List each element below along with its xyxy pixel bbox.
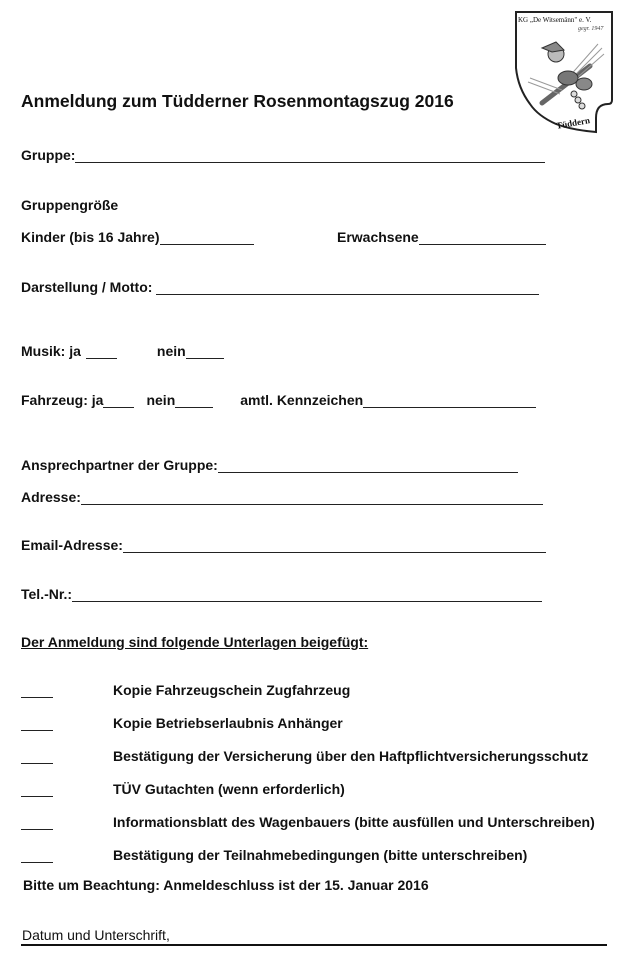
attachment-item: [21, 830, 595, 863]
tel-label: Tel.-Nr.:: [21, 586, 73, 602]
email-label: Email-Adresse:: [21, 537, 123, 553]
signature-line[interactable]: [21, 944, 607, 946]
fahrzeug-field: [21, 392, 536, 408]
attachment-item: [21, 797, 595, 830]
ansprechpartner-input-line[interactable]: [218, 458, 518, 473]
kennzeichen-input-line[interactable]: [363, 393, 536, 408]
musik-ja-input-line[interactable]: [86, 344, 117, 359]
attachment-item: [21, 731, 595, 764]
gruppengroesse-heading: Gruppengröße: [21, 197, 119, 213]
musik-field: [21, 343, 224, 359]
logo-club-name: KG „De Witsemänn" e. V.: [518, 16, 592, 24]
email-field: [21, 537, 546, 553]
gruppe-label: Gruppe:: [21, 147, 76, 163]
attachment-label: Bestätigung der Teilnahmebedingungen (bitte unterschreiben): [113, 847, 528, 863]
attachment-item: [21, 764, 595, 797]
fahrzeug-ja-input-line[interactable]: [103, 393, 134, 408]
club-logo: [512, 8, 616, 136]
adresse-field: [21, 489, 543, 505]
attachment-label: Informationsblatt des Wagenbauers (bitte ausfüllen und Unterschreiben): [113, 814, 595, 830]
erwachsene-input-line[interactable]: [419, 230, 546, 245]
adresse-label: Adresse:: [21, 489, 81, 505]
gruppe-input-line[interactable]: [75, 148, 545, 163]
signature-label: Datum und Unterschrift,: [22, 927, 170, 943]
attachments-heading: Der Anmeldung sind folgende Unterlagen beigefügt:: [21, 634, 369, 650]
kinder-label: Kinder (bis 16 Jahre): [21, 229, 160, 245]
tel-field: [21, 586, 542, 602]
kennzeichen-label: amtl. Kennzeichen: [240, 392, 364, 408]
erwachsene-label: Erwachsene: [337, 229, 419, 245]
attachment-item: [21, 665, 595, 698]
darstellung-label: Darstellung / Motto:: [21, 279, 153, 295]
darstellung-input-line[interactable]: [156, 280, 539, 295]
attachment-label: Bestätigung der Versicherung über den Haftpflichtversicherungsschutz: [113, 748, 589, 764]
logo-founded: gegr. 1947: [578, 26, 604, 32]
email-input-line[interactable]: [123, 538, 546, 553]
adresse-input-line[interactable]: [81, 490, 543, 505]
attachment-checkbox-line[interactable]: [21, 848, 53, 863]
deadline-notice: Bitte um Beachtung: Anmeldeschluss ist der 15. Januar 2016: [23, 877, 429, 893]
attachment-checkbox-line[interactable]: [21, 749, 53, 764]
attachment-checkbox-line[interactable]: [21, 683, 53, 698]
attachment-checkbox-line[interactable]: [21, 782, 53, 797]
kinder-input-line[interactable]: [160, 230, 254, 245]
musik-ja-label: Musik: ja: [21, 343, 81, 359]
attachment-label: Kopie Betriebserlaubnis Anhänger: [113, 715, 343, 731]
attachment-item: [21, 698, 595, 731]
attachment-checkbox-line[interactable]: [21, 716, 53, 731]
fahrzeug-nein-label: nein: [146, 392, 176, 408]
musik-nein-input-line[interactable]: [186, 344, 224, 359]
page-title: Anmeldung zum Tüdderner Rosenmontagszug 2016: [21, 91, 454, 111]
tel-input-line[interactable]: [72, 587, 542, 602]
kinder-field: [21, 229, 254, 245]
darstellung-field: [21, 279, 539, 295]
fahrzeug-ja-label: Fahrzeug: ja: [21, 392, 104, 408]
ansprechpartner-field: [21, 457, 518, 473]
logo-town: Tüddern: [555, 115, 591, 131]
attachment-checkbox-line[interactable]: [21, 815, 53, 830]
attachment-label: Kopie Fahrzeugschein Zugfahrzeug: [113, 682, 351, 698]
erwachsene-field: [337, 229, 546, 245]
gruppe-field: [21, 147, 545, 163]
ansprechpartner-label: Ansprechpartner der Gruppe:: [21, 457, 218, 473]
fahrzeug-nein-input-line[interactable]: [175, 393, 213, 408]
attachments-list: [21, 665, 595, 863]
musik-nein-label: nein: [156, 343, 186, 359]
attachment-label: TÜV Gutachten (wenn erforderlich): [113, 781, 345, 797]
